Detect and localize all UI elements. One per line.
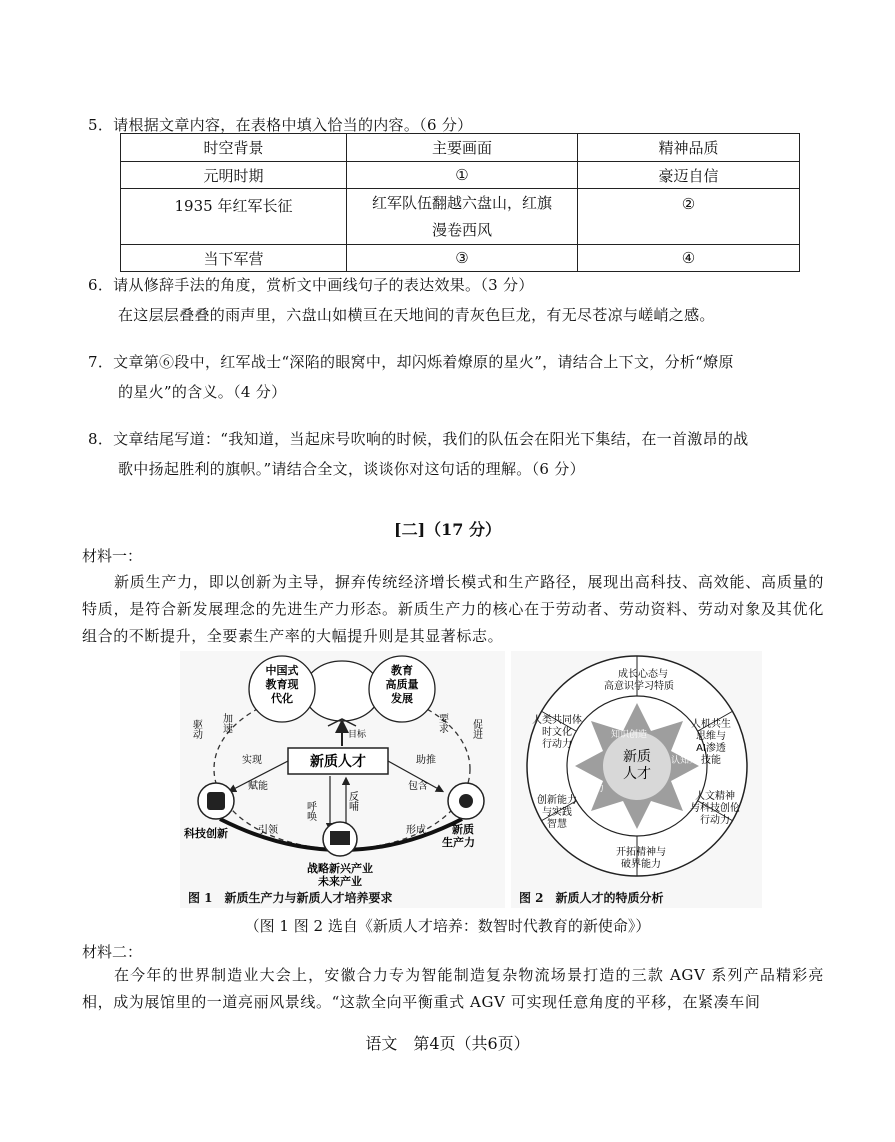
segment-label: 人类共同体时文化行动力 [532,715,582,750]
material-2-label: 材料二： [82,943,143,961]
segment-label: 成长心态与高意识学习特质 [604,669,674,692]
arc-label: 加速 [220,713,232,733]
arc-label: 驱动 [190,719,202,739]
left-node-label: 科技创新 [184,827,228,840]
table-header: 精神品质 [578,134,800,162]
section-title: [二]（17 分） [394,520,501,539]
question-6 [88,270,823,330]
material-1-label: 材料一： [82,547,143,565]
figures-source: （图 1 图 2 选自《新质人才培养：数智时代教育的新使命》） [244,917,651,935]
table-cell: 元明时期 [121,162,347,189]
ring-label: 知识创造 [611,730,648,740]
segment-label: 人机共生思维与 AI渗透技能 [691,719,731,766]
figure-1-caption: 图 1 新质生产力与新质人才培养要求 [188,891,393,905]
arc-label: 呼唤 [304,801,316,821]
table-cell: 1935 年红军长征 [121,189,347,245]
table-cell: ③ [347,245,578,272]
arc-label: 要求 [436,713,448,733]
table-cell: 当下军营 [121,245,347,272]
arc-label: 实现 [242,755,262,766]
table-cell: ④ [578,245,800,272]
arc-label: 助推 [416,755,436,766]
answer-table [120,133,800,272]
arc-label: 形成 [406,825,426,836]
table-cell: 红军队伍翻越六盘山，红旗 漫卷西风 [347,189,578,245]
top-right-node: 教育高质量发展 [385,664,419,705]
table-cell: ① [347,162,578,189]
segment-label: 开拓精神与破界能力 [616,847,666,870]
material-2-text: 在今年的世界制造业大会上，安徽合力专为智能制造复杂物流场景打造的三款 AGV 系列产品精彩亮相，成为展馆里的一道亮丽风景线。“这款全向平衡重式 AGV 可实现任意角度的平移，在紧凑车间 [82,966,824,1011]
ring-label: 认知力 [671,756,699,766]
table-header: 主要画面 [347,134,578,162]
top-left-node: 中国式教育现代化 [265,664,299,705]
question-7-line-2: 的星火”的含义。（4 分） [118,383,287,401]
question-8-line-1: 8．文章结尾写道：“我知道，当起床号吹响的时候，我们的队伍会在阳光下集结，在一首激昂的战 [88,430,749,448]
question-8 [88,424,823,484]
figure-2 [511,651,762,908]
material-1-text: 新质生产力，即以创新为主导，摒弃传统经济增长模式和生产路径，展现出高科技、高效能、高质量的特质，是符合新发展理念的先进生产力形态。新质生产力的核心在于劳动者、劳动资料、劳动对象及其优化组合的不断提升，全要素生产率的大幅提升则是其显著标志。 [82,573,824,645]
center-label: 新质人才 [310,754,366,770]
ring-label: 创造力 [577,784,605,794]
goal-label: 目标 [348,730,367,740]
center-label: 新质人才 [623,749,651,782]
question-5-stem: 5．请根据文章内容，在表格中填入恰当的内容。（6 分） [88,116,473,134]
arc-label: 引领 [258,825,278,836]
arc-label: 反哺 [346,791,358,811]
table-cell: ② [578,189,800,245]
question-6-stem: 6．请从修辞手法的角度，赏析文中画线句子的表达效果。（3 分） [88,276,534,294]
question-7 [88,347,823,407]
question-6-quote: 在这层层叠叠的雨声里，六盘山如横亘在天地间的青灰色巨龙，有无尽苍凉与嵯峭之感。 [118,306,715,324]
table-cell: 豪迈自信 [578,162,800,189]
question-8-line-2: 歌中扬起胜利的旗帜。”请结合全文，谈谈你对这句话的理解。（6 分） [118,460,585,478]
table-header: 时空背景 [121,134,347,162]
question-7-line-1: 7．文章第⑥段中，红军战士“深陷的眼窝中，却闪烁着燎原的星火”，请结合上下文，分析“燎原 [88,353,734,371]
page-footer: 语文 第4页（共6页） [365,1034,530,1053]
figure-2-caption: 图 2 新质人才的特质分析 [519,891,664,905]
figure-1 [180,651,505,908]
segment-label: 创新能力与实践智慧 [537,795,577,830]
segment-label: 人文精神与科技创伦行动力 [690,791,740,826]
arc-label: 促进 [470,719,482,739]
arc-label: 赋能 [248,781,268,792]
bottom-node-label: 战略新兴产业未来产业 [307,862,373,888]
right-node-label: 新质生产力 [442,823,475,849]
arc-label: 包含 [408,781,428,792]
